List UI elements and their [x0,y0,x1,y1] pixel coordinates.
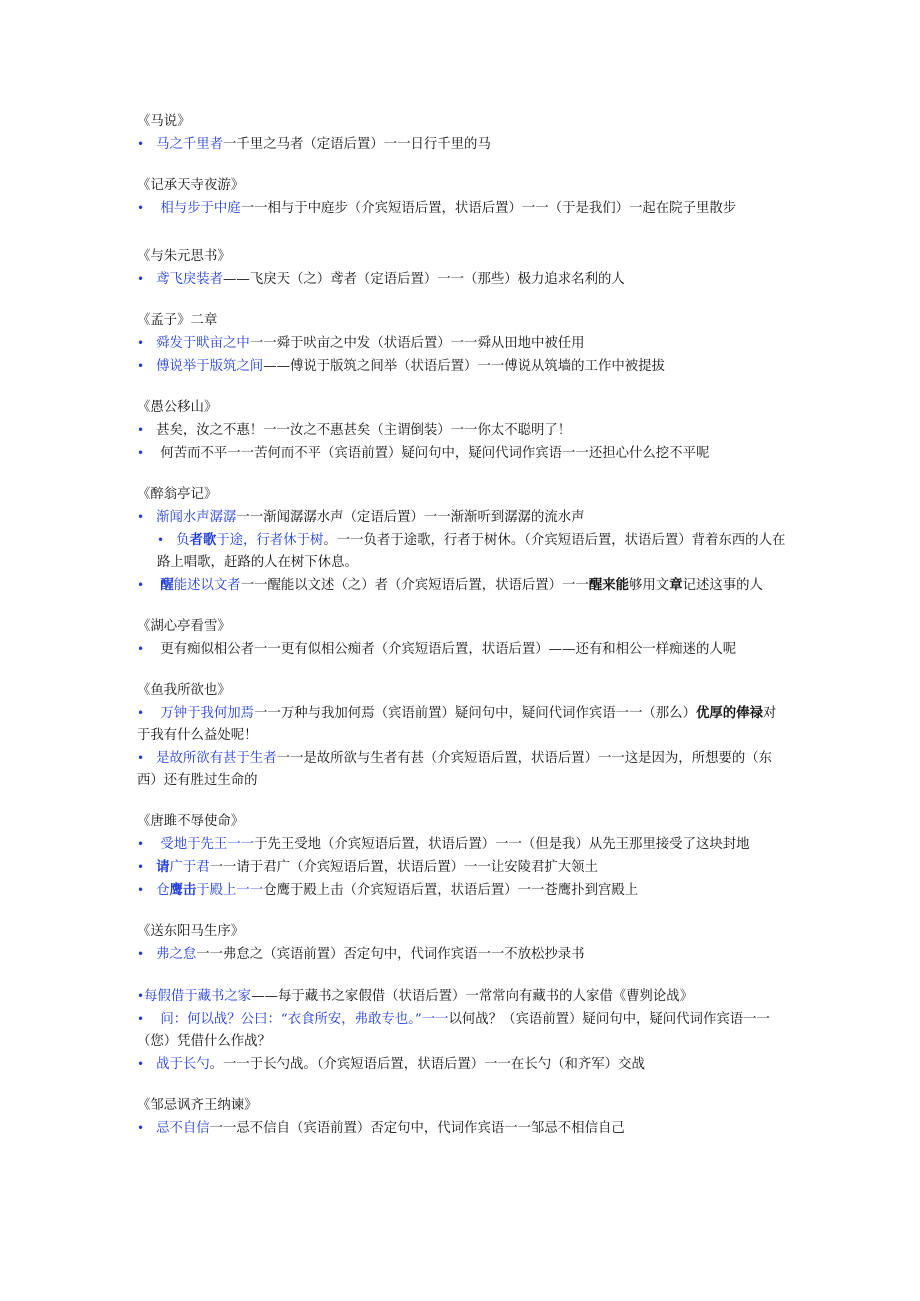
bullet-icon: • [137,989,145,1003]
item-text: 优厚的俸禄 [695,705,763,721]
section-title: 《送东阳马生序》 [137,924,245,939]
highlighted-phrase: 问：何以战？公曰：“衣食所安，弗敢专也。”一一 [156,1012,449,1027]
highlighted-phrase: 战于长勺 [156,1057,210,1072]
item-text: 更有痴似相公者一一更有似相公痴者（介宾短语后置，状语后置）——还有和相公一样痴迷的人呢 [156,642,737,657]
highlighted-phrase: 于殿上一一 [196,883,264,898]
bullet-icon: • [137,578,145,592]
list-item [137,529,787,574]
bullet-icon: • [137,706,145,720]
section-title: 《湖心亭看雪》 [137,619,231,634]
list-item [137,833,787,856]
bullet-icon: • [137,446,145,460]
item-text: ——每于藏书之家假借（状语后置）一常常向有藏书的人家借《曹刿论战》 [251,989,694,1004]
list-item [137,133,787,156]
list-item [137,1053,787,1076]
section-title: 《鱼我所欲也》 [137,683,231,698]
highlighted-phrase: 忌不自信 [156,1121,210,1136]
bullet-icon: • [137,860,145,874]
item-text: 一一相与于中庭步（介宾短语后置，状语后置）一一（于是我们）一起在院子里散步 [240,201,737,216]
highlighted-phrase: 鹰击 [169,882,197,898]
section [137,1095,787,1140]
section [137,921,787,966]
item-text: 。一一负者于途歌，行者于树休。（介宾短语后置，状语后置）背着东西的人在路上唱歌，赶路的人在树下休息。 [157,533,786,570]
bullet-icon: • [137,137,145,151]
section-title: 《孟子》二章 [137,313,218,328]
highlighted-phrase: 弗之怠 [156,947,197,962]
list-item [137,332,787,355]
list-item [137,856,787,879]
item-text: 一一万种与我加何焉（宾语前置）疑问句中，疑问代词作宾语一一（那么） [254,706,696,721]
item-text: 一一渐闻潺潺水声（定语后置）一一渐渐听到潺潺的流水声 [236,510,585,525]
section [137,246,787,291]
highlighted-phrase: 者歌 [189,532,217,548]
bullet-icon: • [137,947,145,961]
highlighted-phrase: 鸢飞戾装者 [156,272,224,287]
section-title: 《马说》 [137,114,191,129]
item-text: 何苦而不平一一苦何而不平（宾语前置）疑问句中，疑问代词作宾语一一还担心什么挖不平呢 [156,446,710,461]
list-item [137,638,787,661]
section [137,985,787,1076]
list-item [137,506,787,529]
list-item [137,702,787,747]
section [137,175,787,220]
item-text: 甚矣，汝之不惠！一一汝之不惠甚矣（主谓倒装）一一你太不聪明了！ [156,423,572,438]
list-item [137,879,787,902]
bullet-icon: • [137,1121,145,1135]
item-text: 一一弗怠之（宾语前置）否定句中，代词作宾语一一不放松抄录书 [196,947,585,962]
bullet-icon: • [137,1057,145,1071]
item-text: ——傅说于版筑之间举（状语后置）一一傅说从筑墙的工作中被提拔 [263,359,665,374]
highlighted-phrase: 醒 [160,577,174,593]
document-content [137,111,787,1159]
section-title: 《唐雎不辱使命》 [137,814,245,829]
section [137,680,787,792]
item-text: ——飞戾天（之）鸢者（定语后置）一一（那些）极力追求名利的人 [223,272,625,287]
item-text: 一一请于君广（介宾短语后置，状语后置）一一让安陵君扩大领土 [209,860,598,875]
list-item [137,1008,787,1053]
section-title: 《记承天寺夜游》 [137,178,245,193]
item-text: 一一舜于吠亩之中发（状语后置）一一舜从田地中被任用 [249,336,585,351]
bullet-icon: • [137,751,145,765]
highlighted-phrase: 广于君 [169,860,210,875]
highlighted-phrase: 能述以文者 [173,578,241,593]
bullet-icon: • [137,336,145,350]
list-item [137,442,787,465]
list-item [137,574,787,597]
section-title: 《愚公移山》 [137,400,218,415]
item-text: 一千里之马者（定语后置）一一日行千里的马 [223,137,491,152]
bullet-icon: • [137,642,145,656]
highlighted-phrase: 负 [176,533,190,548]
item-text: 够用文 [629,578,670,593]
section [137,616,787,661]
highlighted-phrase: 万钟于我何加焉 [156,706,255,721]
list-item [137,1117,787,1140]
section [137,111,787,156]
highlighted-phrase: 每假借于藏书之家 [144,989,252,1004]
bullet-icon: • [137,272,145,286]
section-title: 《与朱元思书》 [137,249,231,264]
list-item [137,355,787,378]
item-text: 一一忌不信自（宾语前置）否定句中，代词作宾语一一邹忌不相信自己 [209,1121,625,1136]
highlighted-phrase: 请 [156,859,170,875]
highlighted-phrase: 舜发于畎亩之中 [156,336,250,351]
list-item [137,943,787,966]
section-title: 《邹忌讽齐王纳谏》 [137,1098,258,1113]
bullet-icon: • [137,837,145,851]
highlighted-phrase: 相与步于中庭 [156,201,241,216]
section [137,484,787,597]
highlighted-phrase: 是故所欲有甚于生者 [156,751,277,766]
item-text: 醒来能 [588,577,630,593]
section-title: 《醉翁亭记》 [137,487,218,502]
item-text: 以何战？（宾语前置）疑问句中，疑问代词作宾语一一（您）凭借什么作战？ [137,1012,770,1049]
item-text: 一一是故所欲与生者有甚（介宾短语后置，状语后置）一一这是因为，所想要的（东西）还有胜过生命的 [137,751,773,788]
item-text: 仓鹰于殿上击（介宾短语后置，状语后置）一一苍鹰扑到宫殿上 [263,883,639,898]
list-item [137,985,787,1008]
bullet-icon: • [137,1012,145,1026]
list-item [137,747,787,792]
list-item [137,268,787,291]
item-text: 。一一于长勺战。（介宾短语后置，状语后置）一一在长勺（和齐军）交战 [209,1057,645,1072]
highlighted-phrase: 渐闻水声潺潺 [156,510,237,525]
list-item [137,197,787,220]
highlighted-phrase: 马之千里者 [156,137,224,152]
item-text: 对于我有什么益处呢！ [137,706,777,743]
highlighted-phrase: 受地于先王一一 [156,837,255,852]
highlighted-phrase: 仓 [156,883,170,898]
section [137,310,787,378]
bullet-icon: • [137,423,145,437]
list-item [137,419,787,442]
section [137,811,787,902]
bullet-icon: • [137,883,145,897]
item-text: 章 [669,577,683,593]
bullet-icon: • [137,510,145,524]
highlighted-phrase: 于途，行者休于树 [216,533,324,548]
item-text: 记述这事的人 [682,578,763,593]
section [137,397,787,465]
highlighted-phrase: 傅说举于版筑之间 [156,359,264,374]
item-text: 一一醒能以文述（之）者（介宾短语后置，状语后置）一一 [240,578,589,593]
item-text: 于先王受地（介宾短语后置，状语后置）一一（但是我）从先王那里接受了这块封地 [254,837,750,852]
bullet-icon: • [137,359,145,373]
bullet-icon: • [157,533,165,547]
bullet-icon: • [137,201,145,215]
